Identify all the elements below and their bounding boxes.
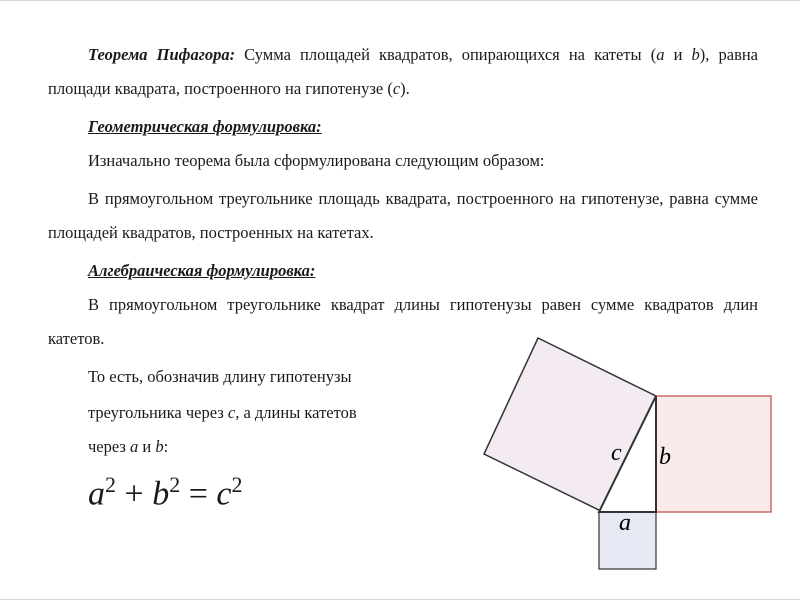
var-a: a xyxy=(130,437,139,456)
algebraic-heading: Алгебраическая формулировка: xyxy=(88,261,316,280)
geometric-statement: В прямоугольном треугольнике площадь квадрата, построенного на гипотенузе, равна сумме площадей квадратов, построенных на катетах. xyxy=(48,189,758,242)
label-b: b xyxy=(659,444,671,470)
theorem-paragraph xyxy=(48,38,758,106)
algebraic-statement: В прямоугольном треугольнике квадрат длины гипотенузы равен сумме квадратов длин катетов. xyxy=(48,295,758,348)
slide-top-border xyxy=(0,0,800,1)
var-c: c xyxy=(227,403,236,422)
label-c: c xyxy=(611,440,622,466)
algebraic-heading-line xyxy=(48,254,758,288)
theorem-text: ). xyxy=(400,79,410,98)
theorem-text: Сумма площадей квадратов, опирающихся на катеты ( xyxy=(235,45,657,64)
algebraic-line-hypotenuse: То есть, обозначив длину гипотенузы xyxy=(88,367,352,386)
theorem-title: Теорема Пифагора: xyxy=(88,45,236,64)
var-a: a xyxy=(656,45,665,64)
var-b: b xyxy=(691,45,700,64)
var-b: b xyxy=(155,437,164,456)
geometric-heading: Геометрическая формулировка: xyxy=(88,117,322,136)
pythagoras-diagram xyxy=(478,336,778,576)
geometric-heading-line xyxy=(48,110,758,144)
label-a: a xyxy=(619,510,631,536)
pythagorean-formula: $a^2 + b^2 = c^2$ xyxy=(88,472,243,513)
algebraic-line-ab: через a и b: xyxy=(88,437,169,456)
algebraic-line-c: треугольника через c, а длины катетов xyxy=(88,403,357,422)
leg-b-square xyxy=(656,396,771,512)
geometric-intro: Изначально теорема была сформулирована следующим образом: xyxy=(88,151,545,170)
theorem-text: и xyxy=(664,45,683,64)
var-c: c xyxy=(392,79,401,98)
theorem-text: ), равна площади квадрата, построенного на гипотенузе ( xyxy=(48,45,759,98)
